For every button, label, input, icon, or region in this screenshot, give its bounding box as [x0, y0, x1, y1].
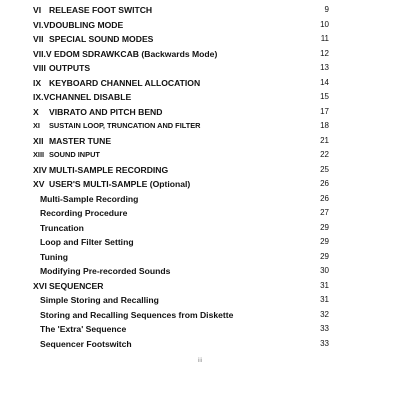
toc-entry-page-number: 30 — [320, 266, 329, 275]
toc-entry-title: Tuning — [40, 251, 68, 262]
toc-entry — [0, 119, 400, 134]
toc-entry-page-number: 15 — [320, 92, 329, 101]
toc-entry-number: VII — [33, 34, 44, 44]
toc-entry-title: Sequencer Footswitch — [40, 338, 132, 349]
toc-entry-page-number: 29 — [320, 222, 329, 232]
toc-entry — [0, 134, 400, 149]
toc-entry — [0, 264, 400, 279]
toc-entry-page-number: 9 — [324, 5, 329, 14]
toc-entry-title: VIBRATO AND PITCH BEND — [49, 106, 163, 117]
toc-entry-title: Loop and Filter Setting — [40, 237, 134, 247]
toc-entry-title: Simple Storing and Recalling — [40, 295, 159, 305]
toc-entry-page-number: 14 — [320, 77, 329, 87]
toc-entry-page-number: 33 — [320, 324, 329, 333]
toc-entry-number: VI — [33, 5, 42, 15]
toc-entry-number: XV — [33, 179, 45, 189]
toc-entry — [0, 47, 400, 62]
toc-entry-page-number: 10 — [320, 19, 329, 29]
toc-entry — [0, 279, 400, 294]
toc-entry-title: MASTER TUNE — [49, 135, 112, 146]
toc-entry-title: IX.VCHANNEL DISABLE — [33, 92, 132, 102]
toc-entry — [0, 177, 400, 192]
toc-entry — [0, 322, 400, 337]
toc-entry-page-number: 25 — [320, 164, 329, 174]
toc-entry-page-number: 18 — [320, 121, 329, 130]
toc-entry-number: XVI — [33, 280, 47, 291]
toc-entry-page-number: 33 — [320, 338, 329, 348]
toc-entry-title: OUTPUTS — [49, 63, 91, 73]
toc-entry-number: X — [33, 106, 39, 117]
toc-entry-page-number: 13 — [320, 63, 329, 72]
toc-entry-page-number: 32 — [320, 309, 329, 319]
toc-entry — [0, 192, 400, 207]
toc-entry-number: IX — [33, 77, 42, 88]
toc-entry-title: VI.VDOUBLING MODE — [33, 19, 124, 30]
toc-entry-page-number: 29 — [320, 251, 329, 261]
toc-entry — [0, 105, 400, 120]
toc-entry-number: XI — [33, 121, 40, 130]
toc-entry — [0, 250, 400, 265]
toc-entry-page-number: 26 — [320, 193, 329, 203]
toc-entry-title: KEYBOARD CHANNEL ALLOCATION — [49, 77, 201, 88]
toc-entry — [0, 235, 400, 250]
toc-entry — [0, 32, 400, 47]
toc-entry-page-number: 31 — [320, 295, 329, 304]
toc-entry-number: XII — [33, 135, 44, 146]
toc-entry-title: The 'Extra' Sequence — [40, 324, 127, 334]
table-of-contents — [0, 3, 400, 351]
toc-entry-page-number: 12 — [320, 48, 329, 58]
toc-entry-title: SOUND INPUT — [49, 150, 100, 159]
toc-entry — [0, 308, 400, 323]
toc-entry — [0, 148, 400, 163]
toc-entry-page-number: 29 — [320, 237, 329, 246]
toc-entry-title: Truncation — [40, 222, 84, 233]
toc-entry-title: SPECIAL SOUND MODES — [49, 34, 154, 44]
toc-entry — [0, 337, 400, 352]
toc-entry-title: SUSTAIN LOOP, TRUNCATION AND FILTER — [49, 121, 201, 130]
toc-entry-page-number: 27 — [320, 208, 329, 217]
toc-entry-page-number: 17 — [320, 106, 329, 116]
toc-entry-title: Storing and Recalling Sequences from Diskette — [40, 309, 234, 320]
toc-entry-number: XIV — [33, 164, 47, 175]
toc-entry-page-number: 11 — [320, 34, 329, 43]
toc-entry-title: Multi-Sample Recording — [40, 193, 139, 204]
toc-entry-page-number: 21 — [320, 135, 329, 145]
toc-entry-title: VII.V EDOM SDRAWKCAB (Backwards Mode) — [33, 48, 218, 59]
toc-entry-title: MULTI-SAMPLE RECORDING — [49, 164, 169, 175]
toc-entry — [0, 90, 400, 105]
toc-entry — [0, 221, 400, 236]
toc-entry-page-number: 26 — [320, 179, 329, 188]
toc-entry-title: Recording Procedure — [40, 208, 128, 218]
toc-entry — [0, 61, 400, 76]
toc-entry — [0, 76, 400, 91]
toc-entry-title: Modifying Pre-recorded Sounds — [40, 266, 171, 276]
toc-entry — [0, 3, 400, 18]
toc-entry-page-number: 31 — [320, 280, 329, 290]
toc-entry-title: USER'S MULTI-SAMPLE (Optional) — [49, 179, 191, 189]
toc-entry-number: VIII — [33, 63, 46, 73]
toc-entry-page-number: 22 — [320, 150, 329, 159]
toc-entry-title: SEQUENCER — [49, 280, 104, 291]
toc-entry — [0, 293, 400, 308]
toc-entry — [0, 206, 400, 221]
page-footer-marker: iii — [198, 358, 202, 364]
toc-entry — [0, 163, 400, 178]
toc-entry-title: RELEASE FOOT SWITCH — [49, 5, 153, 15]
toc-entry-number: XIII — [33, 150, 45, 159]
toc-entry — [0, 18, 400, 33]
